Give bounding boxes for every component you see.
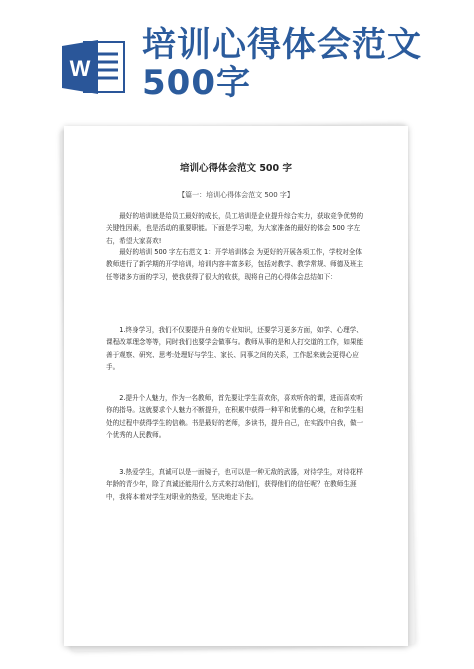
paragraph-point-1: 1.终身学习，我们不仅要提升自身的专业知识，还要学习更多方面，如学、心理学、课程改革理念等等，同时我们也要学会做事与。教师从事的是和人打交道的工作，如果能善于观察、研究、思考:处理好与学生、家长、同事之间的关系，工作起来就会更得心应手。 (106, 326, 364, 372)
word-icon (62, 38, 126, 96)
paragraph-point-2: 2.提升个人魅力，作为一名教师，首先要让学生喜欢你，喜欢听你的课，进而喜欢听你的指导。这就要求个人魅力不断提升，在积累中获得一种平和优雅的心境，在和学生相处的过程中获得学生的信赖。书是最好的老师，多读书，提升自己，在实践中自我，做一个优秀的人民教师。 (106, 394, 364, 440)
banner-title (142, 26, 462, 102)
paragraph-point-3: 3.热爱学生，真诚可以是一面镜子，也可以是一种无敌的武器，对待学生，对待花样年龄的青少年，除了真诚还能用什么方式来打动他们，获得他们的信任呢？在教师生涯中，我将本着对学生对职业的热爱，坚决地走下去。 (106, 468, 363, 501)
banner-title-line1: 培训心得体会范文 (142, 25, 422, 65)
word-icon-letter: W (69, 56, 91, 81)
paragraph-summary: 最好的培训 500 字左右范文 1：开学培训体会 为更好的开展各项工作，学校对全体教师进行了新学期的开学培训，培训内容丰富多彩，包括对教学、教学常规、师德及班主任等诸多方面的学习，使我获得了很大的收获，现将自己的心得体会总结如下： (106, 248, 364, 281)
document-title: 培训心得体会范文 500 字 (180, 163, 292, 174)
banner-header (0, 0, 474, 120)
document-subtitle: 【篇一：培训心得体会范文 500 字】 (178, 191, 294, 199)
document-page (64, 126, 408, 646)
banner-title-line2: 500字 (142, 63, 251, 103)
paragraph-intro: 最好的培训就是给员工最好的成长，员工培训是企业提升综合实力，获取竞争优势的关键性因素，也是活动的重要职能。下面是学习啦，为大家准备的最好的体会 500 字左右，希望大家喜欢! (106, 212, 364, 245)
